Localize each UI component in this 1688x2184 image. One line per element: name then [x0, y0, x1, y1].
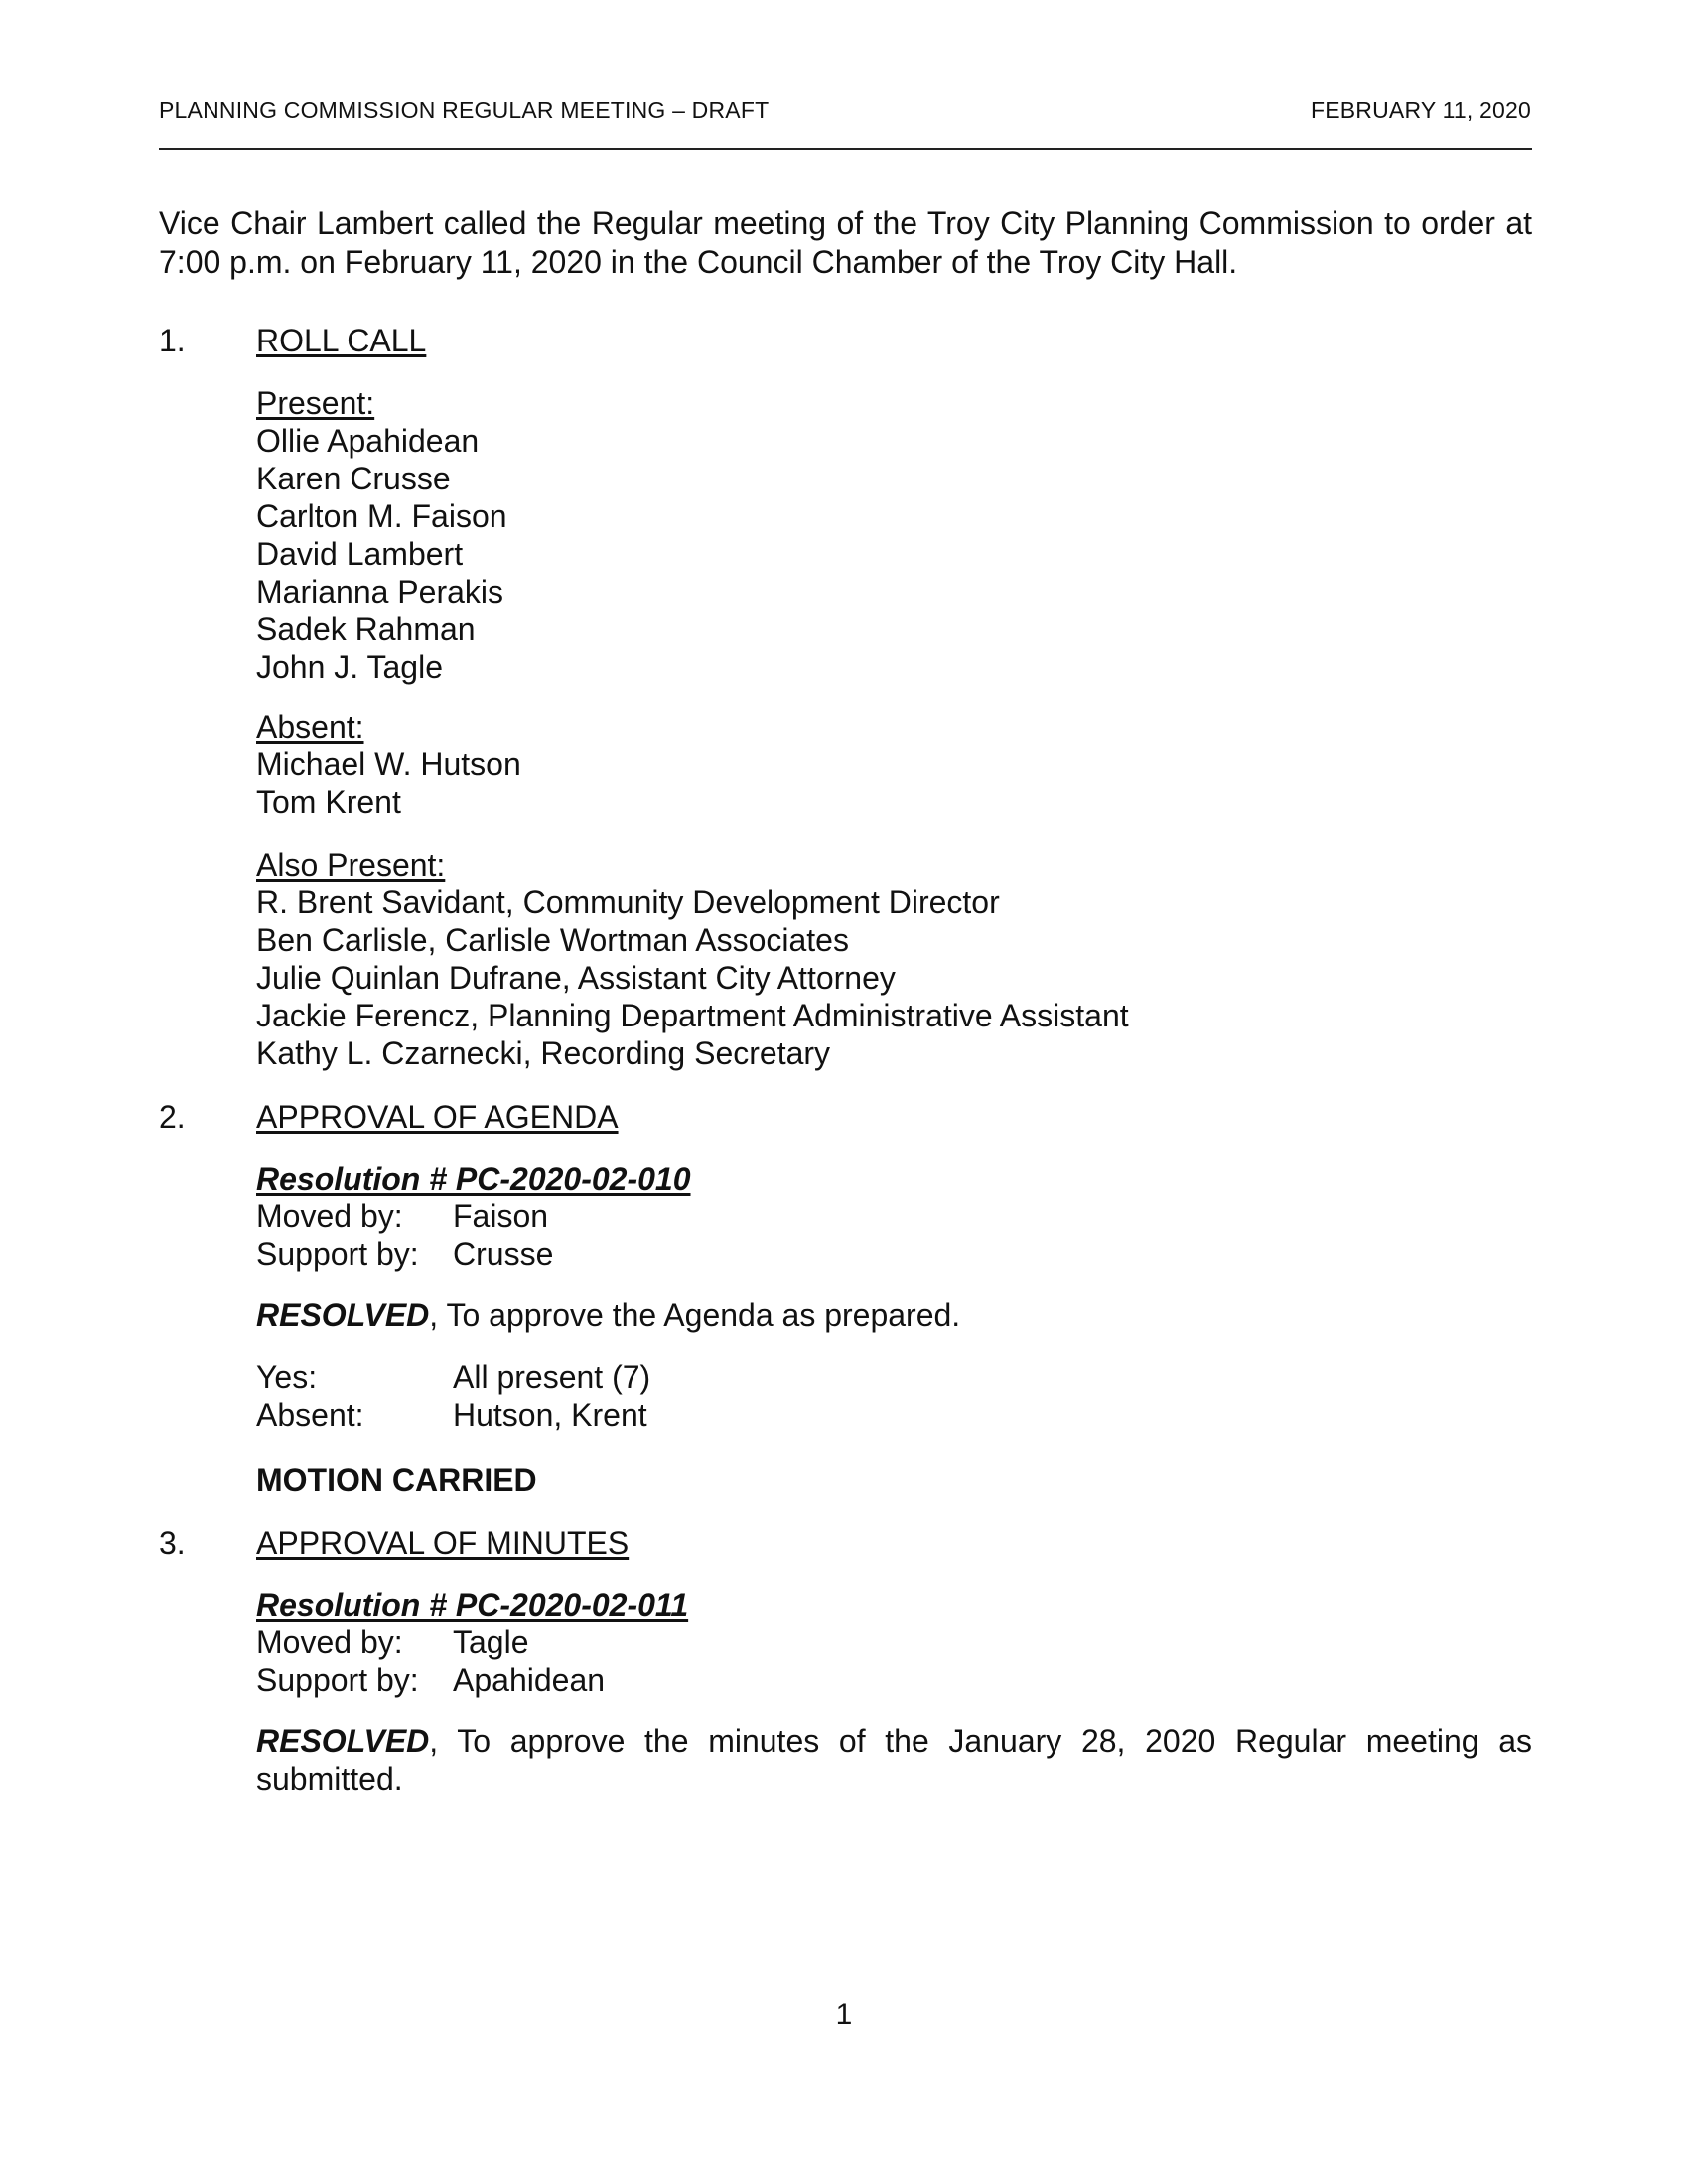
absent-vote-label: Absent:	[256, 1397, 364, 1433]
list-item: Kathy L. Czarnecki, Recording Secretary	[256, 1035, 831, 1071]
resolved-text: , To approve the Agenda as prepared.	[429, 1297, 961, 1333]
absent-vote-value: Hutson, Krent	[453, 1397, 647, 1433]
also-present-list	[256, 846, 1129, 1072]
list-item: Ollie Apahidean	[256, 423, 480, 459]
header-title: PLANNING COMMISSION REGULAR MEETING – DRAFT	[159, 97, 770, 123]
yes-value: All present (7)	[453, 1359, 651, 1395]
header-rule	[159, 148, 1532, 150]
list-item: David Lambert	[256, 536, 464, 572]
list-item: Julie Quinlan Dufrane, Assistant City Attorney	[256, 960, 896, 996]
list-item: Jackie Ferencz, Planning Department Administrative Assistant	[256, 998, 1129, 1033]
moved-label: Moved by:	[256, 1198, 403, 1234]
list-item: Tom Krent	[256, 784, 401, 820]
present-list	[256, 384, 507, 686]
list-item: Sadek Rahman	[256, 612, 476, 647]
support-value: Crusse	[453, 1236, 554, 1272]
moved-value: Tagle	[453, 1624, 529, 1660]
resolution-title: Resolution # PC-2020-02-010	[256, 1161, 691, 1197]
section-1-number: 1.	[159, 323, 186, 358]
list-item: R. Brent Savidant, Community Development Director	[256, 885, 1000, 920]
section-3-number: 3.	[159, 1525, 186, 1561]
header-date: FEBRUARY 11, 2020	[1310, 97, 1531, 123]
resolved-word: RESOLVED	[256, 1297, 430, 1333]
moved-label: Moved by:	[256, 1624, 403, 1660]
motion-details	[256, 1623, 605, 1699]
support-label: Support by:	[256, 1662, 419, 1698]
resolution-title: Resolution # PC-2020-02-011	[256, 1587, 689, 1623]
also-present-label: Also Present:	[256, 847, 446, 883]
list-item: Marianna Perakis	[256, 574, 503, 610]
yes-label: Yes:	[256, 1359, 318, 1395]
resolved-paragraph	[256, 1722, 1532, 1798]
resolved-text: , To approve the minutes of the January 28, 2020 Regular meeting as submitted.	[256, 1723, 1532, 1797]
section-2-number: 2.	[159, 1099, 186, 1135]
list-item: Karen Crusse	[256, 461, 451, 496]
section-3-title: APPROVAL OF MINUTES	[256, 1525, 630, 1561]
section-1-title: ROLL CALL	[256, 323, 427, 358]
list-item: John J. Tagle	[256, 649, 443, 685]
motion-result: MOTION CARRIED	[256, 1462, 537, 1498]
support-label: Support by:	[256, 1236, 419, 1272]
motion-details	[256, 1197, 553, 1273]
moved-value: Faison	[453, 1198, 549, 1234]
present-label: Present:	[256, 385, 375, 421]
intro-paragraph: Vice Chair Lambert called the Regular meeting of the Troy City Planning Commission to order at 7:00 p.m. on February 11, 2020 in the Council Chamber of the Troy City Hall.	[159, 205, 1532, 280]
list-item: Ben Carlisle, Carlisle Wortman Associates	[256, 922, 849, 958]
resolved-paragraph	[256, 1297, 1532, 1334]
page-number: 1	[835, 1998, 853, 2031]
absent-list	[256, 708, 521, 821]
section-2-title: APPROVAL OF AGENDA	[256, 1099, 619, 1135]
list-item: Michael W. Hutson	[256, 747, 521, 782]
resolved-word: RESOLVED	[256, 1723, 430, 1759]
vote-details	[256, 1358, 650, 1433]
list-item: Carlton M. Faison	[256, 498, 507, 534]
absent-label: Absent:	[256, 709, 364, 745]
support-value: Apahidean	[453, 1662, 606, 1698]
